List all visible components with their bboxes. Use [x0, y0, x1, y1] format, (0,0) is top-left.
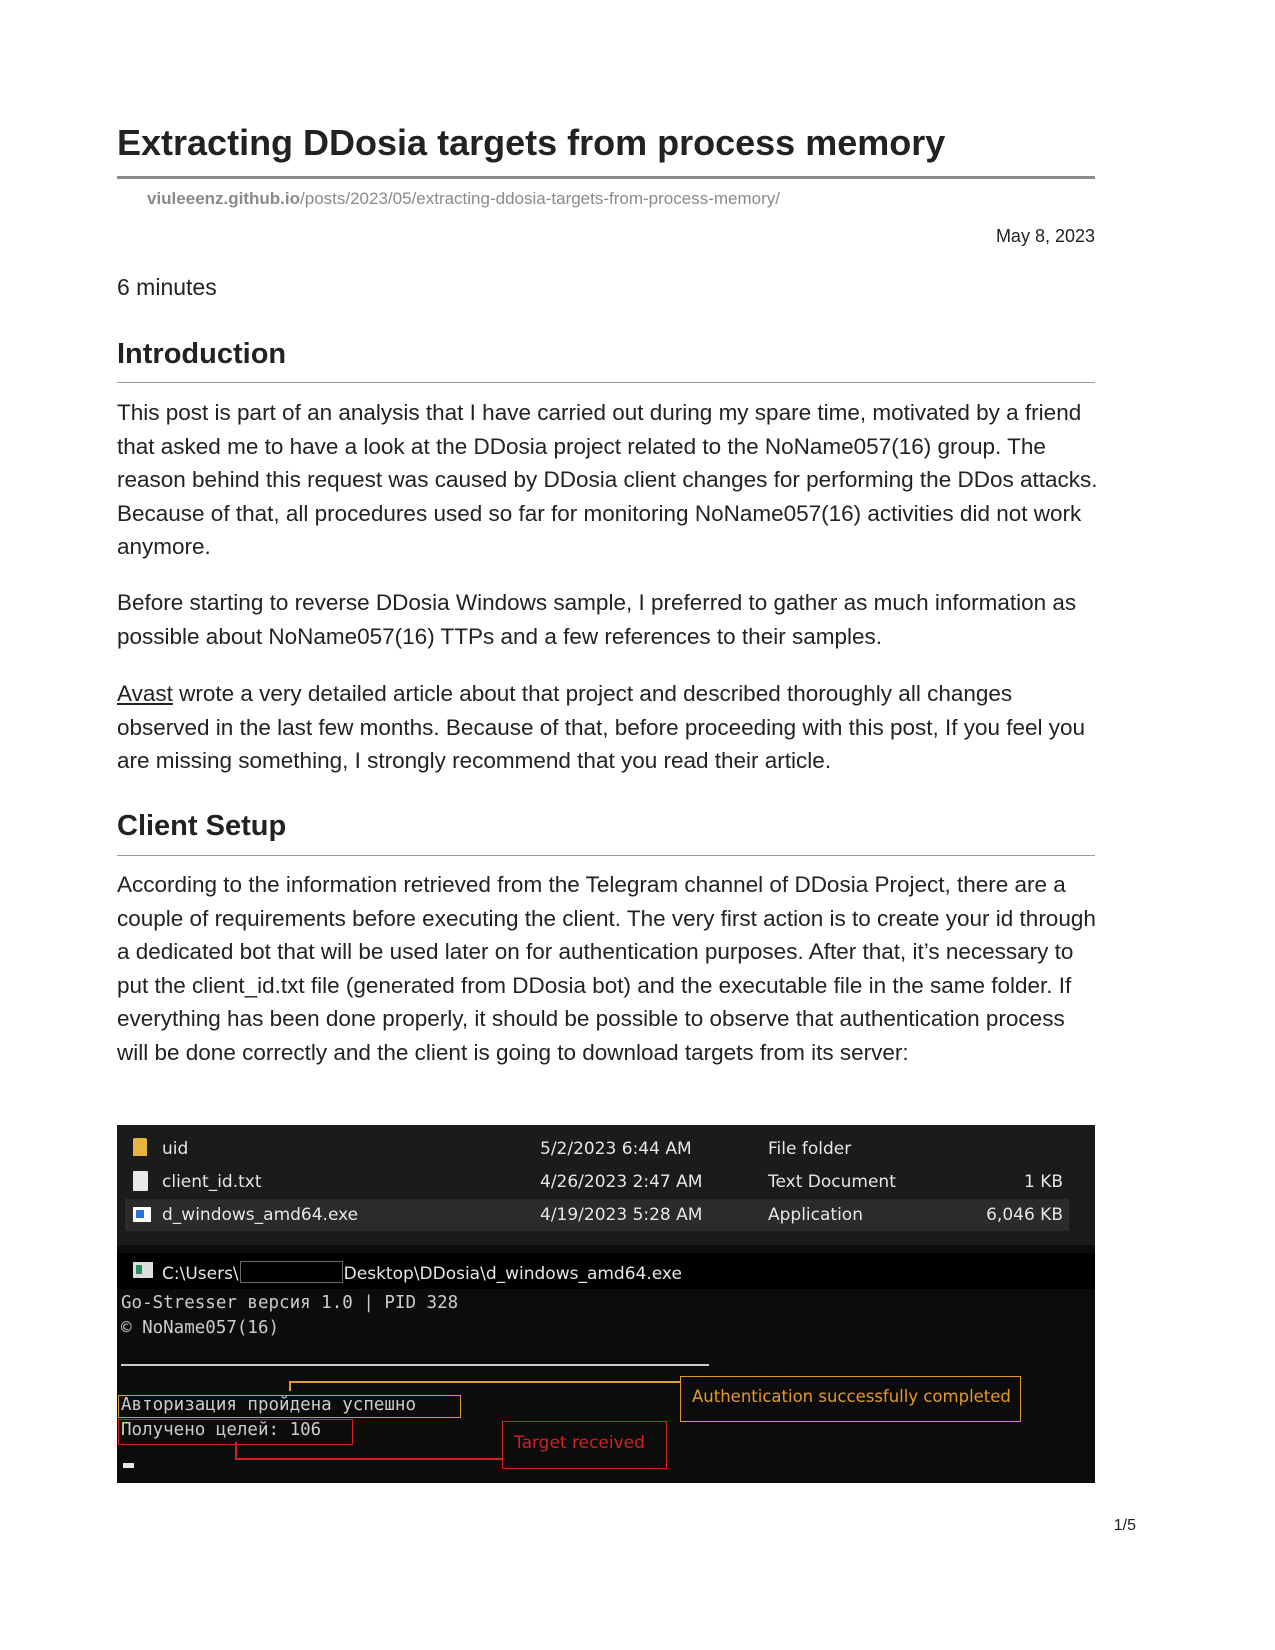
- publish-date: May 8, 2023: [995, 226, 1095, 246]
- targets-annotation-label: Target received: [514, 1433, 645, 1453]
- redacted-username: [240, 1261, 343, 1283]
- avast-link[interactable]: Avast: [117, 681, 173, 706]
- console-path: [162, 1261, 682, 1284]
- console-path-end: Desktop\DDosia\d_windows_amd64.exe: [343, 1264, 682, 1284]
- file-name: uid: [162, 1139, 189, 1159]
- console-line-targets: Получено целей: 106: [121, 1420, 322, 1440]
- source-url[interactable]: [147, 189, 780, 209]
- file-type: Application: [768, 1205, 863, 1225]
- url-path: /posts/2023/05/extracting-ddosia-targets-from-process-memory/: [300, 189, 780, 208]
- file-date: 5/2/2023 6:44 AM: [540, 1139, 692, 1159]
- client-setup-paragraph: According to the information retrieved from the Telegram channel of DDosia Project, there are a couple of requirements before executing the client. The very first action is to create your id through a dedicated bot that will be used later on for authentication purposes. After that, it’s necessary to put the client_id.txt file (generated from DDosia bot) and the executable file in the same folder. If everything has been done properly, it should be possible to observe that authentication process will be done correctly and the client is going to download targets from its server:: [117, 872, 1096, 1065]
- application-icon: [133, 1207, 151, 1222]
- console-path-start: C:\Users\: [162, 1264, 239, 1284]
- auth-highlight-box: [118, 1395, 461, 1418]
- text-file-icon: [133, 1171, 148, 1191]
- intro-paragraph-2: Before starting to reverse DDosia Windows sample, I preferred to gather as much information as possible about NoName057(16) TTPs and a few references to their samples.: [117, 590, 1077, 649]
- url-host: viuleeenz.github.io: [147, 189, 301, 208]
- folder-icon: [133, 1138, 147, 1156]
- auth-connector-line: [289, 1381, 680, 1383]
- file-date: 4/26/2023 2:47 AM: [540, 1172, 703, 1192]
- intro-paragraph-3-text: wrote a very detailed article about that project and described thoroughly all changes observed in the last few months. Because of that, before proceeding with this post, If you feel you are missing something, I strongly recommend that you read their article.: [117, 681, 1086, 773]
- console-icon: [133, 1262, 153, 1278]
- client-setup-divider: [117, 855, 1095, 856]
- screenshot-figure: [117, 1125, 1095, 1483]
- introduction-divider: [117, 382, 1095, 383]
- intro-paragraph-3: [117, 677, 1102, 778]
- file-date: 4/19/2023 5:28 AM: [540, 1205, 703, 1225]
- page-title: Extracting DDosia targets from process memory: [117, 122, 946, 163]
- file-type: Text Document: [768, 1172, 896, 1192]
- console-title-bar: [117, 1253, 1095, 1289]
- console-cursor: [123, 1463, 134, 1468]
- file-size: 1 KB: [1023, 1172, 1063, 1192]
- console-line-copyright: © NoName057(16): [121, 1318, 280, 1338]
- file-name: d_windows_amd64.exe: [162, 1205, 359, 1225]
- client-setup-heading: Client Setup: [117, 810, 287, 842]
- console-separator: [121, 1364, 709, 1366]
- page-number: 1/5: [1113, 1517, 1136, 1534]
- read-time: 6 minutes: [117, 274, 217, 300]
- console-line-version: Go-Stresser версия 1.0 | PID 328: [121, 1293, 459, 1313]
- file-row-selected[interactable]: [125, 1199, 1069, 1231]
- targets-connector-arrow: [235, 1442, 237, 1458]
- console-line-auth: Авторизация пройдена успешно: [121, 1395, 417, 1415]
- file-row[interactable]: [125, 1166, 1069, 1198]
- file-explorer-listing: [117, 1125, 1095, 1245]
- file-name: client_id.txt: [162, 1172, 262, 1192]
- file-row[interactable]: [125, 1133, 1069, 1165]
- title-divider: [117, 176, 1095, 179]
- intro-paragraph-1: This post is part of an analysis that I have carried out during my spare time, motivated by a friend that asked me to have a look at the DDosia project related to the NoName057(16) group. The reason behind this request was caused by DDosia client changes for performing the DDos attacks. Because of that, all procedures used so far for monitoring NoName057(16) activities did not work anymore.: [117, 400, 1098, 559]
- auth-connector-arrow: [289, 1381, 291, 1391]
- auth-annotation-label: Authentication successfully completed: [692, 1387, 1011, 1406]
- introduction-heading: Introduction: [117, 338, 287, 370]
- file-size: 6,046 KB: [986, 1205, 1063, 1225]
- targets-connector-line: [235, 1458, 502, 1460]
- console-output: [117, 1289, 1095, 1483]
- file-type: File folder: [768, 1139, 852, 1159]
